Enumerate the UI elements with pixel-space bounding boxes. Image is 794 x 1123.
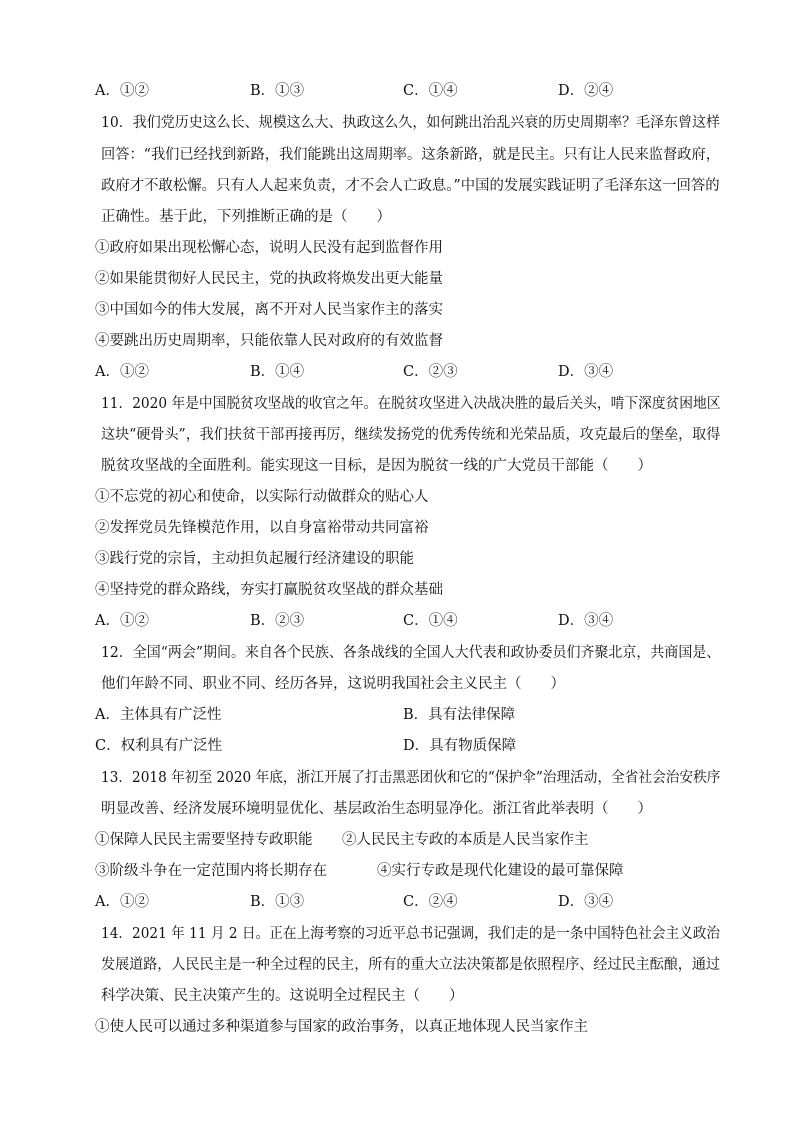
q12-stem-line-2: 他们年龄不同、职业不同、经历各异，这说明我国社会主义民主（ ） bbox=[101, 676, 565, 692]
q12-stem-line-1: 12．全国“两会”期间。来自各个民族、各条战线的全国人大代表和政协委员们齐聚北京，共商国是、 bbox=[101, 645, 721, 661]
q9-choice-a[interactable]: A．①② bbox=[95, 83, 149, 99]
q10-choice-d[interactable]: D．③④ bbox=[558, 364, 614, 380]
q12-choice-b[interactable]: B．具有法律保障 bbox=[403, 707, 516, 723]
q11-option-4: ④坚持党的群众路线，夯实打赢脱贫攻坚战的群众基础 bbox=[95, 582, 443, 598]
q13-stem-line-2: 明显改善、经济发展环境明显优化、基层政治生态明显净化。浙江省此举表明（ ） bbox=[101, 801, 652, 817]
q11-option-3: ③践行党的宗旨，主动担负起履行经济建设的职能 bbox=[95, 551, 414, 567]
q13-choice-d[interactable]: D．③④ bbox=[558, 894, 614, 910]
q13-stem-line-1: 13．2018 年初至 2020 年底，浙江开展了打击黑恶团伙和它的“保护伞”治理活动，全省社会治安秩序 bbox=[101, 770, 721, 786]
q12-choice-a[interactable]: A．主体具有广泛性 bbox=[95, 707, 222, 723]
q9-choice-c[interactable]: C．①④ bbox=[403, 83, 458, 99]
q10-stem-line-3: 政府才不敢松懈。只有人人起来负责，才不会人亡政息。”中国的发展实践证明了毛泽东这一回答的 bbox=[101, 178, 720, 194]
q11-stem-line-2: 这块“硬骨头”，我们扶贫干部再接再厉，继续发扬党的优秀传统和光荣品质，攻克最后的堡垒，取得 bbox=[101, 427, 721, 443]
q10-stem-line-4: 正确性。基于此，下列推断正确的是（ ） bbox=[101, 209, 391, 225]
q10-option-1: ①政府如果出现松懈心态，说明人民没有起到监督作用 bbox=[95, 240, 443, 256]
q11-choice-c[interactable]: C．①④ bbox=[403, 613, 458, 629]
q11-choice-b[interactable]: B．②③ bbox=[250, 613, 305, 629]
q10-stem-line-1: 10．我们党历史这么长、规模这么大、执政这么久，如何跳出治乱兴衰的历史周期率？毛泽东曾这样 bbox=[101, 115, 720, 131]
q13-option-2: ②人民民主专政的本质是人民当家作主 bbox=[342, 832, 589, 848]
q13-choice-c[interactable]: C．②④ bbox=[403, 894, 458, 910]
q13-option-4: ④实行专政是现代化建设的最可靠保障 bbox=[377, 863, 624, 879]
q11-stem-line-1: 11．2020 年是中国脱贫攻坚战的收官之年。在脱贫攻坚进入决战决胜的最后关头，啃下深度贫困地区 bbox=[101, 396, 721, 412]
q14-option-1: ①使人民可以通过多种渠道参与国家的政治事务，以真正地体现人民当家作主 bbox=[95, 1019, 588, 1035]
q14-stem-line-2: 发展道路，人民民主是一种全过程的民主，所有的重大立法决策都是依照程序、经过民主酝酿，通过 bbox=[101, 957, 720, 973]
q9-choice-b[interactable]: B．①③ bbox=[250, 83, 305, 99]
q10-option-2: ②如果能贯彻好人民民主，党的执政将焕发出更大能量 bbox=[95, 271, 443, 287]
q12-choice-c[interactable]: C．权利具有广泛性 bbox=[95, 738, 223, 754]
q14-stem-line-3: 科学决策、民主决策产生的。这说明全过程民主（ ） bbox=[101, 988, 464, 1004]
q11-choice-d[interactable]: D．③④ bbox=[558, 613, 614, 629]
q12-choice-d[interactable]: D．具有物质保障 bbox=[403, 738, 517, 754]
q14-stem-line-1: 14．2021 年 11 月 2 日。正在上海考察的习近平总书记强调，我们走的是一条中国特色社会主义政治 bbox=[101, 926, 721, 942]
q11-option-1: ①不忘党的初心和使命，以实际行动做群众的贴心人 bbox=[95, 489, 429, 505]
q10-option-3: ③中国如今的伟大发展，离不开对人民当家作主的落实 bbox=[95, 302, 443, 318]
q11-choice-a[interactable]: A．①② bbox=[95, 613, 149, 629]
q11-stem-line-3: 脱贫攻坚战的全面胜利。能实现这一目标，是因为脱贫一线的广大党员干部能（ ） bbox=[101, 458, 652, 474]
q13-choice-b[interactable]: B．①③ bbox=[250, 894, 305, 910]
q9-choice-d[interactable]: D．②④ bbox=[558, 83, 614, 99]
q13-option-1: ①保障人民民主需要坚持专政职能 bbox=[95, 832, 313, 848]
q11-option-2: ②发挥党员先锋模范作用，以自身富裕带动共同富裕 bbox=[95, 520, 429, 536]
q13-choice-a[interactable]: A．①② bbox=[95, 894, 149, 910]
q13-option-3: ③阶级斗争在一定范围内将长期存在 bbox=[95, 863, 327, 879]
q10-choice-a[interactable]: A．①② bbox=[95, 364, 149, 380]
q10-choice-b[interactable]: B．①④ bbox=[250, 364, 305, 380]
q10-option-4: ④要跳出历史周期率，只能依靠人民对政府的有效监督 bbox=[95, 333, 443, 349]
q10-stem-line-2: 回答：“我们已经找到新路，我们能跳出这周期率。这条新路，就是民主。只有让人民来监督政府， bbox=[101, 147, 720, 163]
q10-choice-c[interactable]: C．②③ bbox=[403, 364, 458, 380]
